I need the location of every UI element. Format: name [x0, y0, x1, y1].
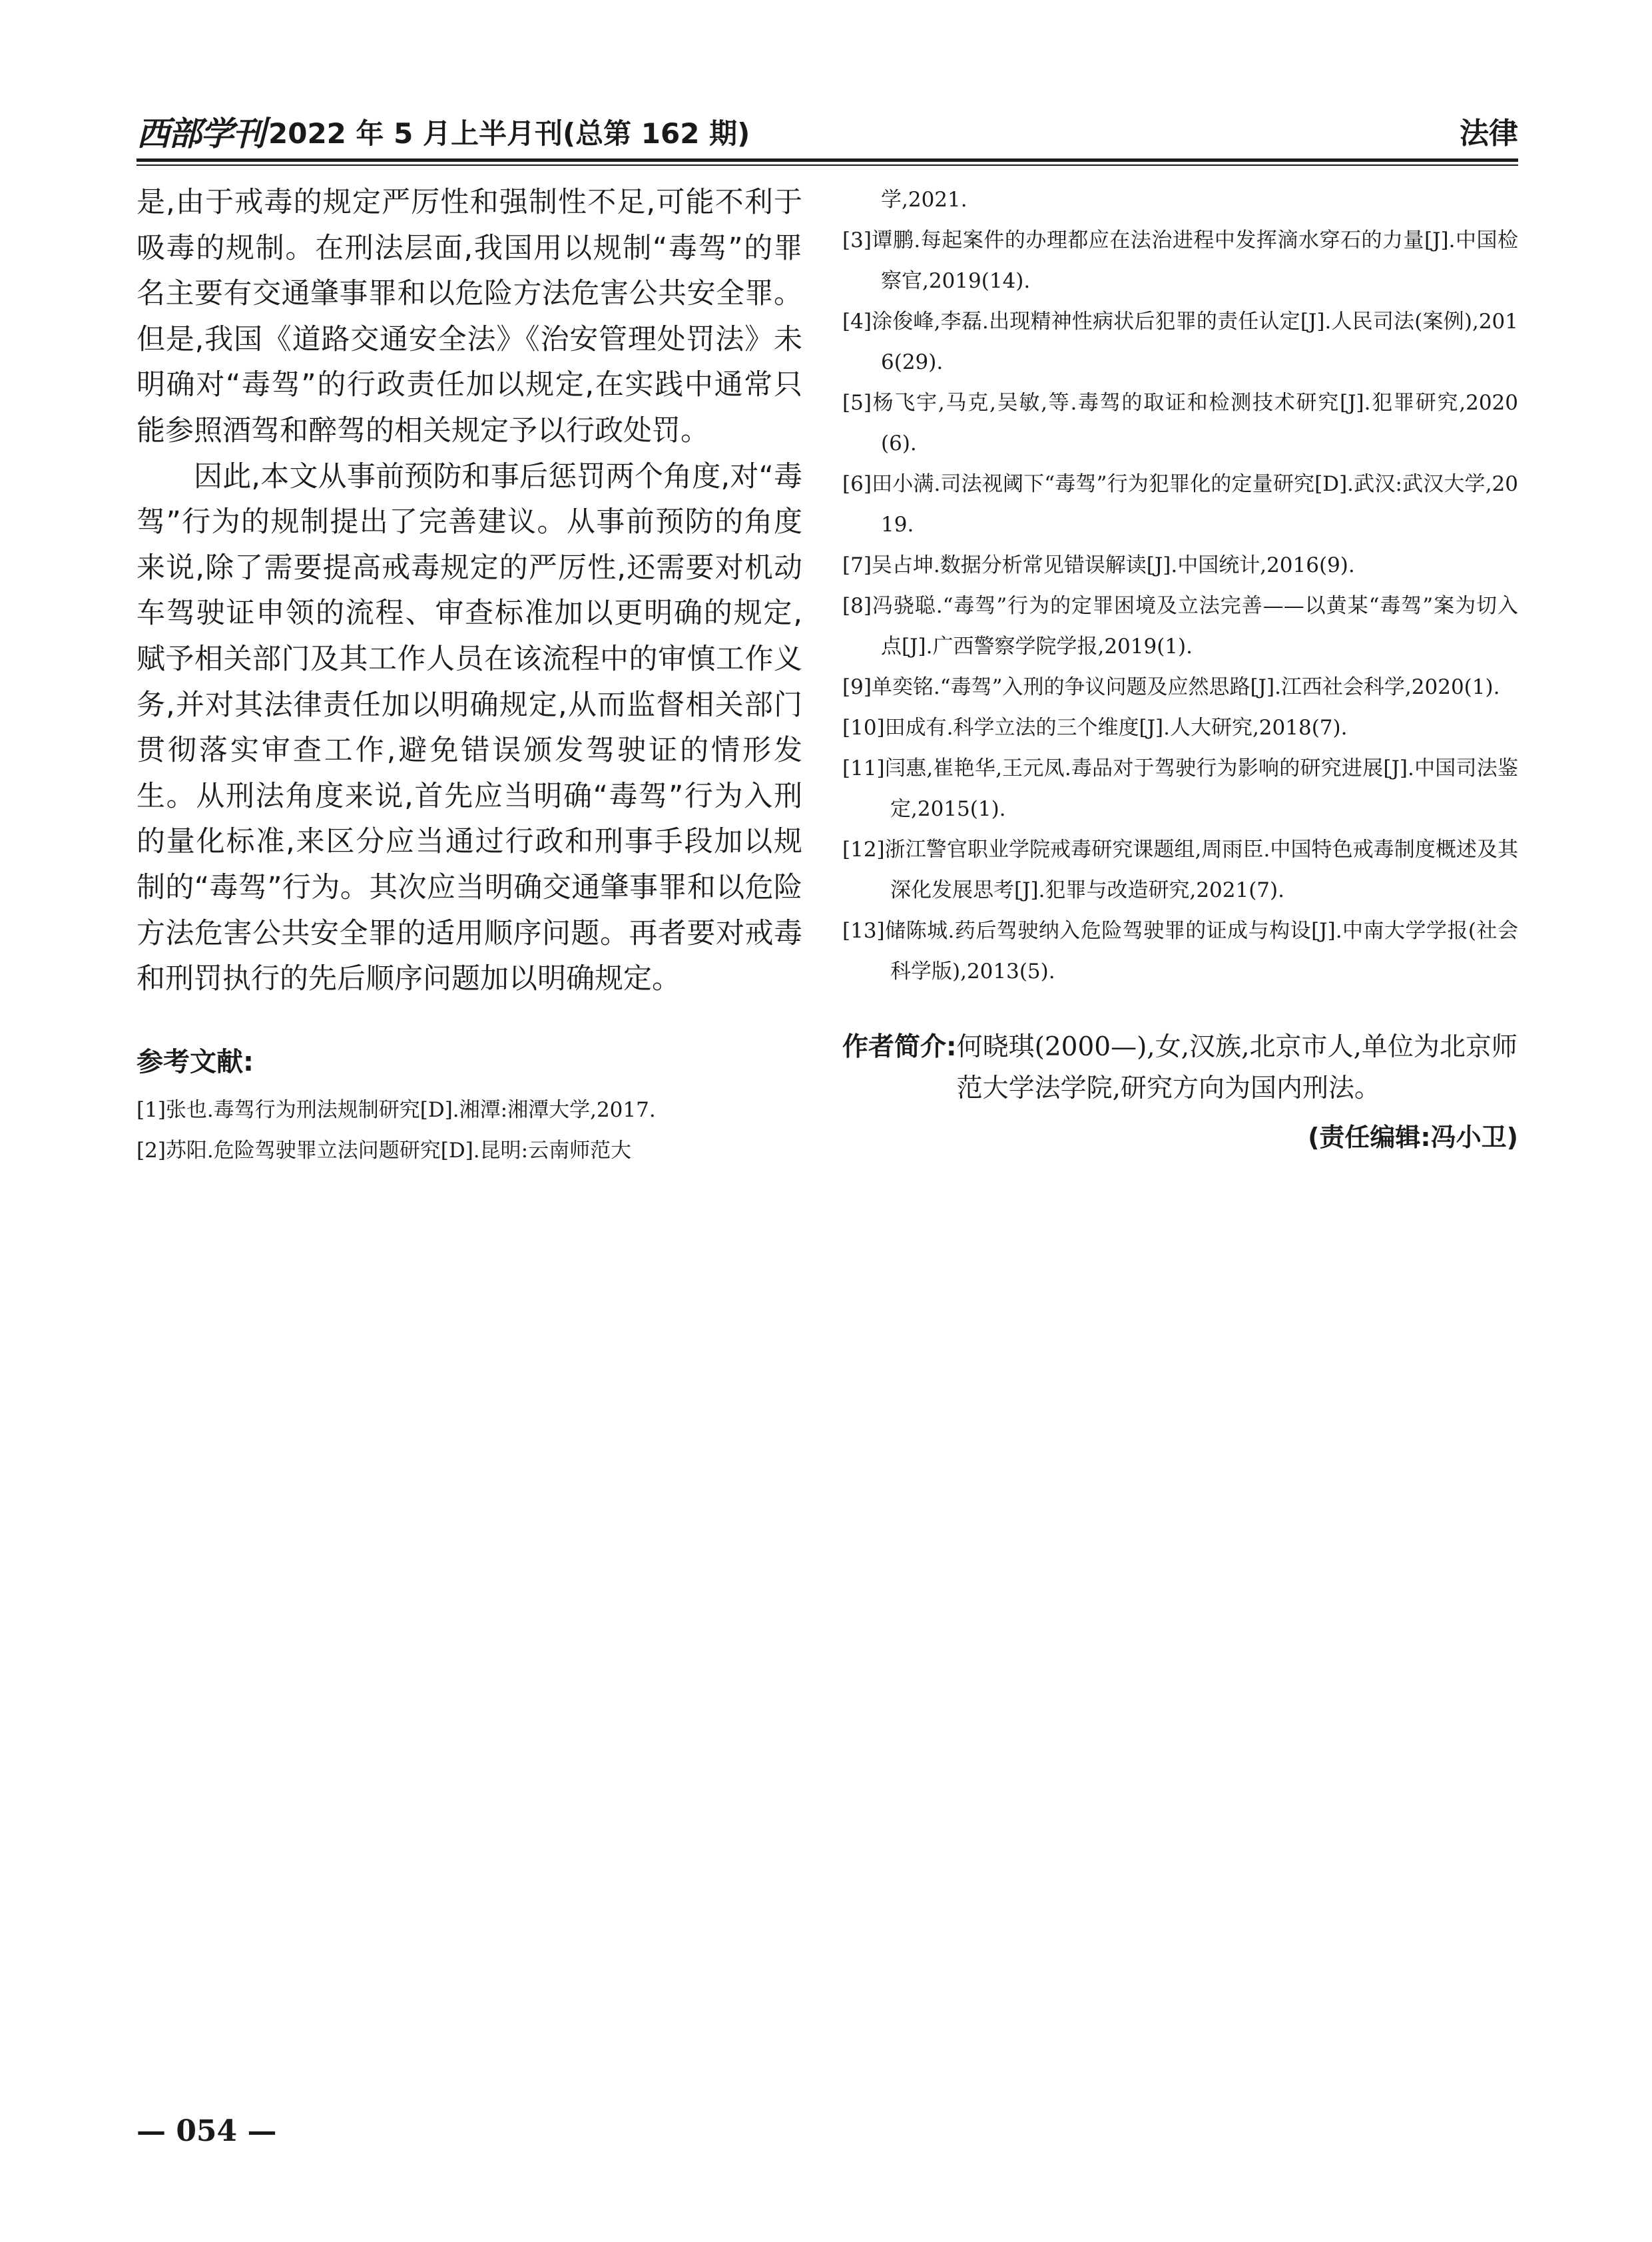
reference-item: [6]田小满.司法视阈下“毒驾”行为犯罪化的定量研究[D].武汉:武汉大学,2019.	[842, 472, 1518, 537]
left-column	[137, 180, 802, 1171]
journal-logo: 西部学刊	[137, 114, 264, 153]
header-rule-thick	[137, 158, 1518, 162]
header-rule-thin	[137, 164, 1518, 166]
reference-item: [11]闫惠,崔艳华,王元凤.毒品对于驾驶行为影响的研究进展[J].中国司法鉴定,2015(1).	[842, 756, 1518, 821]
reference-item: [10]田成有.科学立法的三个维度[J].人大研究,2018(7).	[842, 716, 1348, 740]
references-heading: 参考文献:	[137, 1046, 254, 1077]
reference-item-continued: 学,2021.	[881, 188, 967, 212]
reference-item: [13]储陈城.药后驾驶纳入危险驾驶罪的证成与构设[J].中南大学学报(社会科学版),2013(5).	[842, 919, 1518, 983]
author-bio-text: 何晓琪(2000—),女,汉族,北京市人,单位为北京师范大学法学院,研究方向为国内刑法。	[956, 1032, 1517, 1103]
author-bio-label: 作者简介:	[842, 1032, 957, 1062]
right-column	[842, 180, 1518, 1156]
author-bio	[842, 1027, 1518, 1109]
body-paragraph: 因此,本文从事前预防和事后惩罚两个角度,对“毒驾”行为的规制提出了完善建议。从事前预防的角度来说,除了需要提高戒毒规定的严厉性,还需要对机动车驾驶证申领的流程、审查标准加以更明确的规定,赋予相关部门及其工作人员在该流程中的审慎工作义务,并对其法律责任加以明确规定,从而监督相关部门贯彻落实审查工作,避免错误颁发驾驶证的情形发生。从刑法角度来说,首先应当明确“毒驾”行为入刑的量化标准,来区分应当通过行政和刑事手段加以规制的“毒驾”行为。其次应当明确交通肇事罪和以危险方法危害公共安全罪的适用顺序问题。再者要对戒毒和刑罚执行的先后顺序问题加以明确规定。	[137, 459, 802, 996]
reference-item: [2]苏阳.危险驾驶罪立法问题研究[D].昆明:云南师范大	[137, 1138, 632, 1163]
reference-item: [9]单奕铭.“毒驾”入刑的争议问题及应然思路[J].江西社会科学,2020(1).	[842, 675, 1500, 699]
reference-item: [1]张也.毒驾行为刑法规制研究[D].湘潭:湘潭大学,2017.	[137, 1097, 656, 1122]
page-header	[137, 113, 1518, 154]
reference-item: [4]涂俊峰,李磊.出现精神性病状后犯罪的责任认定[J].人民司法(案例),2016(29).	[842, 310, 1518, 374]
reference-item: [8]冯骁聪.“毒驾”行为的定罪困境及立法完善——以黄某“毒驾”案为切入点[J].广西警察学院学报,2019(1).	[842, 594, 1518, 659]
responsible-editor: (责任编辑:冯小卫)	[1308, 1123, 1518, 1152]
page-number: — 054 —	[137, 2114, 277, 2148]
references-list-left	[137, 1090, 802, 1171]
reference-item: [7]吴占坤.数据分析常见错误解读[J].中国统计,2016(9).	[842, 553, 1355, 577]
reference-item: [12]浙江警官职业学院戒毒研究课题组,周雨臣.中国特色戒毒制度概述及其深化发展思考[J].犯罪与改造研究,2021(7).	[842, 838, 1518, 902]
section-tag: 法律	[1460, 117, 1518, 150]
reference-item: [3]谭鹏.每起案件的办理都应在法治进程中发挥滴水穿石的力量[J].中国检察官,2019(14).	[842, 228, 1518, 293]
header-left	[137, 113, 750, 154]
reference-item: [5]杨飞宇,马克,吴敏,等.毒驾的取证和检测技术研究[J].犯罪研究,2020(6).	[842, 391, 1518, 455]
issue-info: 2022 年 5 月上半月刊(总第 162 期)	[268, 117, 750, 150]
references-list-right	[842, 180, 1518, 992]
body-paragraph: 是,由于戒毒的规定严厉性和强制性不足,可能不利于吸毒的规制。在刑法层面,我国用以规制“毒驾”的罪名主要有交通肇事罪和以危险方法危害公共安全罪。但是,我国《道路交通安全法》《治安管理处罚法》未明确对“毒驾”的行政责任加以规定,在实践中通常只能参照酒驾和醉驾的相关规定予以行政处罚。	[137, 186, 802, 447]
